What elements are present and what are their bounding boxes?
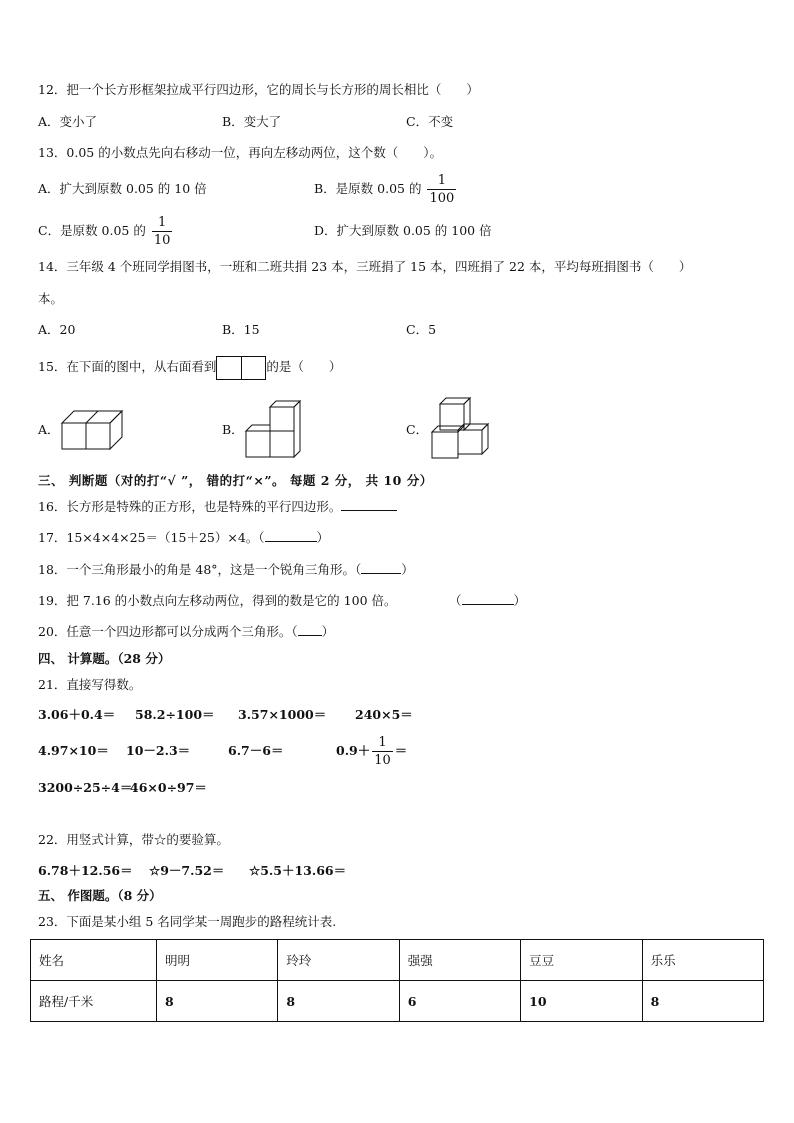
q13-stem: 13．0.05 的小数点先向右移动一位，再向左移动两位，这个数（ ）。 [38, 145, 442, 160]
close-paren: ） [316, 530, 330, 545]
cube-figure-a-icon [60, 407, 130, 453]
fraction-denominator: 100 [429, 191, 455, 206]
calc-item: 3200÷25÷4＝ [38, 780, 133, 795]
table-cell: 8 [278, 981, 399, 1022]
open-paren: （ [449, 593, 462, 608]
section5-header: 五、 作图题。（8 分） [38, 888, 162, 903]
fraction-denominator: 10 [374, 753, 391, 768]
fraction-1-10 [152, 215, 173, 248]
q13-option-b-text: B．是原数 0.05 的 [314, 181, 422, 196]
q15-label-b: B． [222, 422, 244, 437]
calc-item-fraction [336, 734, 407, 768]
q13-option-c-text: C．是原数 0.05 的 [38, 223, 146, 238]
q17-text: 17．15×4×4×25＝（15＋25）×4。（ [38, 530, 265, 545]
q13-option-b [314, 172, 458, 206]
table-header-cell: 乐乐 [642, 940, 763, 981]
calc-item: 58.2÷100＝ [135, 707, 215, 722]
q12-option-c: C．不变 [406, 114, 454, 129]
q21-stem: 21．直接写得数。 [38, 677, 142, 692]
answer-blank[interactable] [361, 563, 401, 574]
answer-blank[interactable] [462, 594, 514, 605]
table-cell: 路程/千米 [31, 981, 157, 1022]
fraction-numerator: 1 [372, 735, 393, 752]
table-header-cell: 豆豆 [521, 940, 642, 981]
q15-stem-after: 的是（ ） [266, 359, 342, 374]
q12-option-a: A．变小了 [38, 114, 98, 129]
calc-item: 4.97×10＝ [38, 743, 109, 758]
answer-blank[interactable] [298, 625, 322, 636]
table-cell: 8 [157, 981, 278, 1022]
q19-text: 19．把 7.16 的小数点向左移动两位，得到的数是它的 100 倍。 [38, 593, 397, 608]
cube-figure-b-icon [244, 399, 306, 459]
calc-item: 3.06＋0.4＝ [38, 707, 116, 722]
fraction-1-10 [372, 735, 393, 768]
table-cell: 6 [399, 981, 520, 1022]
calc-prefix: 0.9＋ [336, 743, 371, 758]
answer-blank[interactable] [341, 500, 397, 511]
q13-option-c [38, 214, 174, 248]
calc-item: ☆9－7.52＝ [149, 863, 225, 878]
calc-item: 46×0÷97＝ [130, 780, 207, 795]
table-header-cell: 姓名 [31, 940, 157, 981]
close-paren: ） [321, 624, 335, 639]
q22-stem: 22．用竖式计算，带☆的要验算。 [38, 832, 229, 847]
table-header-cell: 明明 [157, 940, 278, 981]
q15-stem-before: 15．在下面的图中，从右面看到 [38, 359, 217, 374]
q18 [38, 562, 414, 578]
table-cell: 10 [521, 981, 642, 1022]
table-cell: 8 [642, 981, 763, 1022]
calc-item: 10－2.3＝ [126, 743, 191, 758]
table-row [31, 940, 764, 981]
q16 [38, 499, 397, 515]
q19 [38, 593, 397, 609]
q14-option-b: B．15 [222, 322, 260, 337]
q20 [38, 624, 334, 640]
calc-suffix: ＝ [394, 743, 408, 758]
running-distance-table [30, 939, 764, 1022]
two-square-view-icon [216, 356, 266, 380]
calc-item: 3.57×1000＝ [238, 707, 327, 722]
q14-option-c: C．5 [406, 322, 437, 337]
q13-option-d: D．扩大到原数 0.05 的 100 倍 [314, 223, 492, 238]
fraction-numerator: 1 [427, 173, 456, 190]
calc-item: 240×5＝ [355, 707, 413, 722]
q17 [38, 530, 329, 546]
close-paren: ） [513, 593, 527, 608]
cube-figure-c-icon [428, 396, 498, 462]
answer-blank[interactable] [265, 531, 317, 542]
q15-stem [38, 354, 341, 380]
table-header-cell: 玲玲 [278, 940, 399, 981]
q18-text: 18．一个三角形最小的角是 48°，这是一个锐角三角形。（ [38, 562, 362, 577]
section3-header: 三、 判断题（对的打“√ ”， 错的打“×”。 每题 2 分， 共 10 分） [38, 473, 433, 488]
q19-answer [449, 593, 526, 609]
table-row [31, 981, 764, 1022]
calc-item: 6.7－6＝ [228, 743, 284, 758]
q15-label-c: C． [406, 422, 429, 437]
q15-label-a: A． [38, 422, 60, 437]
q14-stem: 14．三年级 4 个班同学捐图书，一班和二班共捐 23 本，三班捐了 15 本，四班捐了 22 本，平均每班捐图书（ ） [38, 259, 692, 274]
fraction-denominator: 10 [153, 233, 171, 248]
q12-option-b: B．变大了 [222, 114, 282, 129]
fraction-1-100 [427, 173, 456, 206]
q13-option-a: A．扩大到原数 0.05 的 10 倍 [38, 181, 207, 196]
q16-text: 16．长方形是特殊的正方形，也是特殊的平行四边形。 [38, 499, 342, 514]
q23-stem: 23．下面是某小组 5 名同学某一周跑步的路程统计表. [38, 914, 337, 929]
section4-header: 四、 计算题。（28 分） [38, 651, 171, 666]
calc-item: 6.78＋12.56＝ [38, 863, 133, 878]
fraction-numerator: 1 [152, 215, 173, 232]
table-header-cell: 强强 [399, 940, 520, 981]
q14-option-a: A．20 [38, 322, 76, 337]
q14-stem-cont: 本。 [38, 291, 64, 306]
calc-item: ☆5.5＋13.66＝ [249, 863, 347, 878]
q20-text: 20．任意一个四边形都可以分成两个三角形。（ [38, 624, 298, 639]
q12-stem: 12．把一个长方形框架拉成平行四边形，它的周长与长方形的周长相比（ ） [38, 82, 479, 97]
close-paren: ） [401, 562, 414, 577]
